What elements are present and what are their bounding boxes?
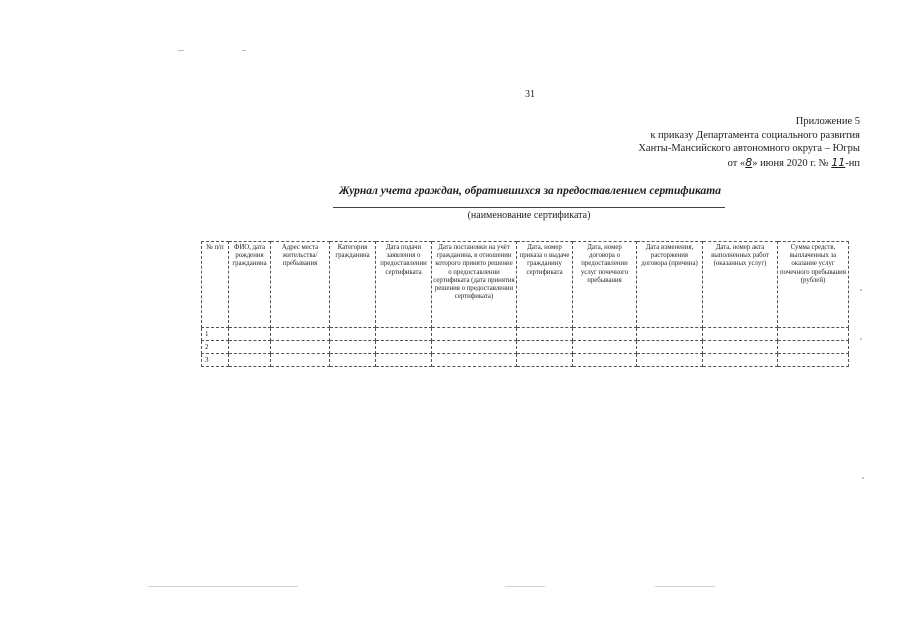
row-number: 1 — [202, 328, 229, 341]
table-cell — [778, 341, 849, 354]
header-order: Дата, номер приказа о выдаче гражданину сертификата — [517, 242, 573, 328]
table-cell — [703, 354, 778, 367]
table-cell — [271, 341, 330, 354]
certificate-name-line — [333, 207, 725, 208]
table-cell — [376, 341, 432, 354]
scan-artifact — [148, 586, 298, 587]
scan-artifact — [860, 338, 862, 340]
table-row — [202, 354, 849, 367]
table-cell — [376, 354, 432, 367]
table-cell — [229, 354, 271, 367]
scan-artifact — [860, 289, 862, 291]
appendix-date-line — [638, 156, 860, 171]
date-mid: » июня 2020 г. № — [752, 157, 829, 169]
table-cell — [330, 354, 376, 367]
table-cell — [703, 341, 778, 354]
table-cell — [271, 354, 330, 367]
table-cell — [573, 354, 637, 367]
table-cell — [778, 328, 849, 341]
table-row — [202, 341, 849, 354]
table-cell — [517, 328, 573, 341]
journal-table — [201, 241, 849, 367]
header-fio: ФИО, дата рождения гражданина — [229, 242, 271, 328]
table-cell — [432, 328, 517, 341]
scan-artifact — [242, 50, 246, 51]
row-number: 3 — [202, 354, 229, 367]
order-number-handwritten: 11 — [831, 155, 846, 169]
table-cell — [637, 328, 703, 341]
table-cell — [703, 328, 778, 341]
table-cell — [229, 341, 271, 354]
table-cell — [271, 328, 330, 341]
scan-artifact — [862, 477, 864, 479]
header-registration-date: Дата постановки на учёт гражданина, в отношении которого принято решение о предоставлении сертификата (дата принятия решения о предоставлении сертификата) — [432, 242, 517, 328]
table-cell — [517, 354, 573, 367]
date-day-handwritten: 8 — [745, 155, 753, 169]
header-contract: Дата, номер договора о предоставлении услуг почечного пребывания — [573, 242, 637, 328]
table-cell — [573, 328, 637, 341]
appendix-block — [638, 115, 860, 170]
table-cell — [432, 354, 517, 367]
header-address: Адрес места жительства/ пребывания — [271, 242, 330, 328]
header-act: Дата, номер акта выполненных работ (оказанных услуг) — [703, 242, 778, 328]
table-cell — [778, 354, 849, 367]
table-cell — [517, 341, 573, 354]
table-row — [202, 328, 849, 341]
header-amount: Сумма средств, выплаченных за оказание услуг почечного пребывания (рублей) — [778, 242, 849, 328]
header-category: Категория гражданина — [330, 242, 376, 328]
appendix-line-2: к приказу Департамента социального развития — [650, 129, 860, 141]
document-title: Журнал учета граждан, обратившихся за предоставлением сертификата — [338, 185, 722, 197]
page-number: 31 — [525, 89, 535, 100]
appendix-line-3: Ханты-Мансийского автономного округа – Югры — [638, 143, 860, 154]
row-number: 2 — [202, 341, 229, 354]
table-header-row — [202, 242, 849, 328]
certificate-name-caption: (наименование сертификата) — [467, 210, 591, 221]
table-cell — [637, 354, 703, 367]
scan-artifact — [178, 50, 184, 51]
header-contract-change: Дата изменения, расторжения договора (причина) — [637, 242, 703, 328]
table-cell — [229, 328, 271, 341]
table-cell — [376, 328, 432, 341]
appendix-line-1: Приложение 5 — [795, 116, 860, 127]
header-application-date: Дата подачи заявления о предоставлении сертификата — [376, 242, 432, 328]
date-suffix: -нп — [845, 157, 860, 169]
header-number: № п/п — [202, 242, 229, 328]
scan-artifact — [655, 586, 715, 587]
table-cell — [330, 341, 376, 354]
table-cell — [637, 341, 703, 354]
scan-artifact — [505, 586, 545, 587]
date-prefix: от « — [727, 157, 746, 169]
table-cell — [330, 328, 376, 341]
table-cell — [573, 341, 637, 354]
table-cell — [432, 341, 517, 354]
